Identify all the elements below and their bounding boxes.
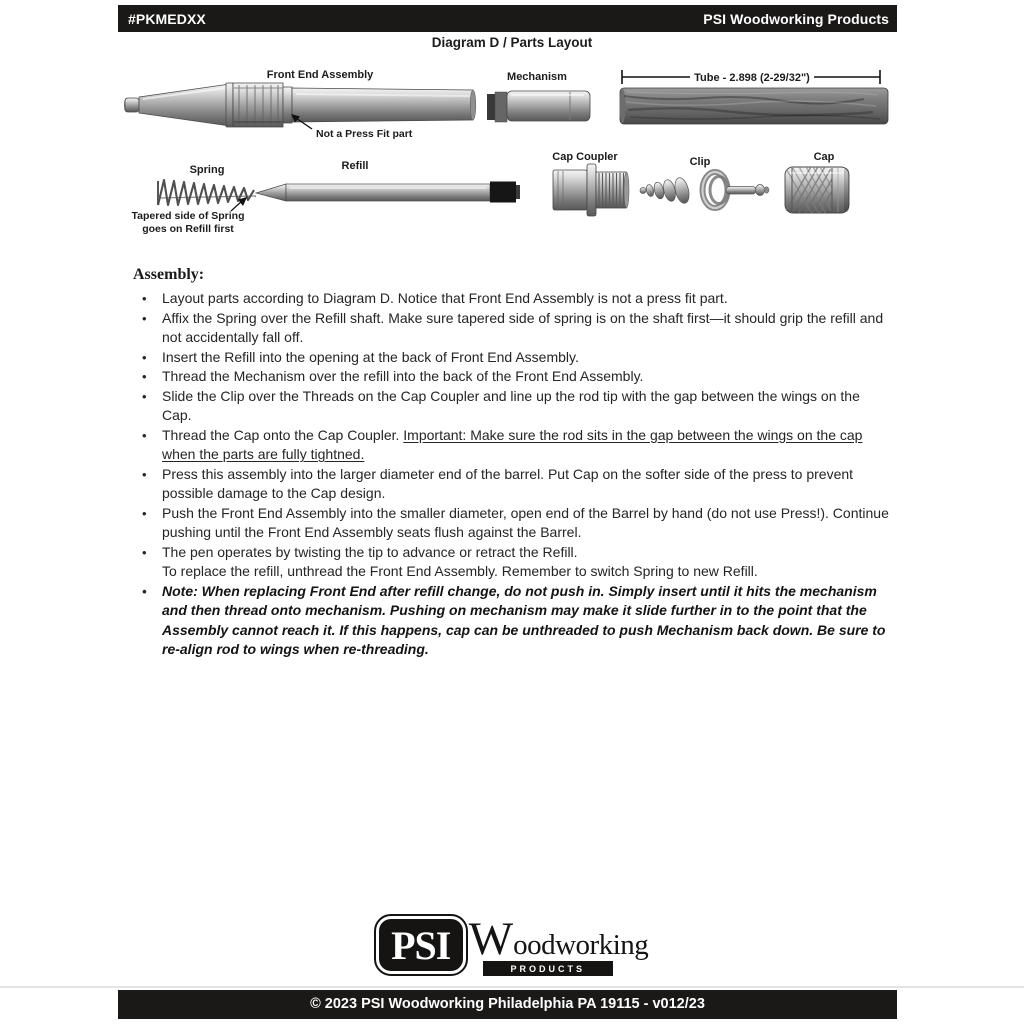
spring-label: Spring — [189, 164, 225, 176]
cap-coupler-label: Cap Coupler — [552, 151, 618, 163]
logo-wordmark: Woodworking — [468, 913, 649, 965]
copyright-text: © 2023 PSI Woodworking Philadelphia PA 19115 - v012/23 — [310, 996, 705, 1012]
mechanism-graphic — [487, 91, 590, 122]
brand-name: PSI Woodworking Products — [703, 10, 889, 27]
spring-note-line1: Tapered side of Spring — [131, 210, 245, 222]
clip-label: Clip — [689, 156, 711, 168]
cap-graphic — [784, 165, 849, 214]
parts-diagram — [118, 58, 898, 248]
assembly-heading: Assembly: — [133, 266, 205, 283]
parts-diagram-svg — [118, 58, 898, 248]
tube-label: Tube - 2.898 (2-29/32") — [694, 72, 810, 84]
mechanism-label: Mechanism — [507, 71, 567, 83]
assembly-step: • The pen operates by twisting the tip to advance or retract the Refill. To replace the refill, unthread the Front End Assembly. Remember to switch Spring to new Refill. — [162, 543, 893, 582]
logo-products-bar: PRODUCTS — [483, 961, 613, 976]
sku-code: #PKMEDXX — [128, 10, 206, 27]
cap-label: Cap — [813, 151, 835, 163]
assembly-step: • Layout parts according to Diagram D. Notice that Front End Assembly is not a press fit part. — [162, 289, 893, 309]
refill-graphic — [256, 182, 520, 203]
front-end-assembly-label: Front End Assembly — [266, 69, 374, 81]
spring-note-line2: goes on Refill first — [142, 223, 234, 235]
assembly-step: • Thread the Cap onto the Cap Coupler. Important: Make sure the rod sits in the gap between the wings on the cap when the parts are fully tightned. — [162, 426, 893, 465]
footer-divider — [0, 986, 1024, 988]
assembly-steps-list — [118, 289, 897, 660]
assembly-step: • Slide the Clip over the Threads on the Cap Coupler and line up the rod tip with the gap between the wings on the Cap. — [162, 387, 893, 426]
refill-label: Refill — [341, 160, 369, 172]
assembly-note: • Note: When replacing Front End after refill change, do not push in. Simply insert until it hits the mechanism and then thread onto mechanism. Pushing on mechanism may make it slide further in to the point that the Assembly cannot reach it. If this happens, cap can be unthreaded to push Mechanism back down. Be sure to re-align rod to wings when re-threading. — [162, 582, 893, 660]
assembly-step: • Push the Front End Assembly into the smaller diameter, open end of the Barrel by hand (do not use Press!). Continue pushing until the Front End Assembly seats flush against the Barrel. — [162, 504, 893, 543]
psi-logo-badge: PSI — [376, 916, 466, 974]
clip-graphic — [640, 172, 769, 208]
bottom-bar — [118, 990, 897, 1019]
assembly-step: • Thread the Mechanism over the refill into the back of the Front End Assembly. — [162, 367, 893, 387]
top-bar — [118, 5, 897, 32]
psi-logo — [0, 913, 1024, 976]
page-title: Diagram D / Parts Layout — [431, 35, 593, 50]
assembly-section — [118, 266, 897, 660]
assembly-step: • Insert the Refill into the opening at the back of Front End Assembly. — [162, 348, 893, 368]
assembly-step: • Press this assembly into the larger diameter end of the barrel. Put Cap on the softer side of the press to prevent possible damage to the Cap design. — [162, 465, 893, 504]
important-underlined-text: Important: Make sure the rod sits in the gap between the wings on the cap when the parts are fully tightned. — [162, 426, 863, 462]
assembly-step: • Affix the Spring over the Refill shaft. Make sure tapered side of spring is on the shaft first—it should grip the refill and not accidentally fall off. — [162, 309, 893, 348]
not-press-fit-label: Not a Press Fit part — [316, 128, 413, 140]
cap-coupler-graphic — [553, 164, 629, 216]
tube-graphic — [620, 88, 889, 124]
